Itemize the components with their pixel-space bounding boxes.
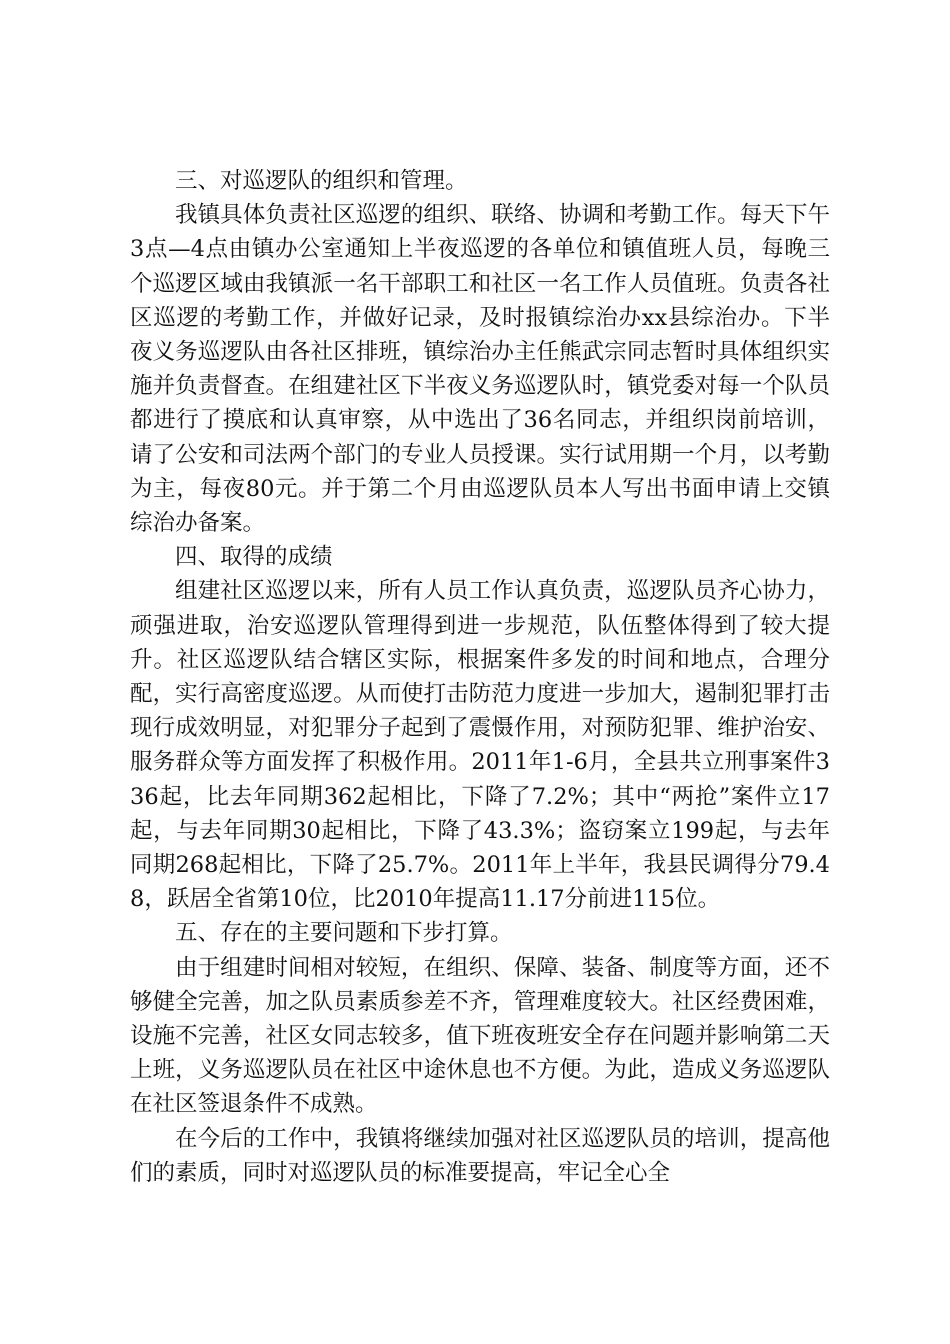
- section-heading-5: 五、存在的主要问题和下步打算。: [175, 920, 513, 947]
- section-heading-4: 四、取得的成绩: [175, 544, 333, 571]
- paragraph-achievements: 组建社区巡逻以来，所有人员工作认真负责，巡逻队员齐心协力，顽强进取，治安巡逻队管理得到进一步规范，队伍整体得到了较大提升。社区巡逻队结合辖区实际，根据案件多发的时间和地点，合理分配，实行高密度巡逻。从而使打击防范力度进一步加大，遏制犯罪打击现行成效明显，对犯罪分子起到了震慑作用，对预防犯罪、维护治安、服务群众等方面发挥了积极作用。2011年1-6月，全县共立刑事案件336起，比去年同期362起相比，下降了7.2%；其中“两抢”案件立17起，与去年同期30起相比，下降了43.3%；盗窃案立199起，与去年同期268起相比，下降了25.7%。2011年上半年，我县民调得分79.48，跃居全省第10位，比2010年提高11.17分前进115位。: [130, 578, 830, 913]
- section-heading-3: 三、对巡逻队的组织和管理。: [175, 168, 468, 194]
- paragraph-plans: 在今后的工作中，我镇将继续加强对社区巡逻队员的培训，提高他们的素质，同时对巡逻队员的标准要提高，牢记全心全: [130, 1125, 830, 1186]
- paragraph-problems: 由于组建时间相对较短，在组织、保障、装备、制度等方面，还不够健全完善，加之队员素质参差不齐，管理难度较大。社区经费困难，设施不完善，社区女同志较多，值下班夜班安全存在问题并影响第二天上班，义务巡逻队员在社区中途休息也不方便。为此，造成义务巡逻队在社区签退条件不成熟。: [130, 954, 830, 1118]
- paragraph-organization: 我镇具体负责社区巡逻的组织、联络、协调和考勤工作。每天下午3点—4点由镇办公室通知上半夜巡逻的各单位和镇值班人员，每晚三个巡逻区域由我镇派一名干部职工和社区一名工作人员值班。负责各社区巡逻的考勤工作，并做好记录，及时报镇综治办xx县综治办。下半夜义务巡逻队由各社区排班，镇综治办主任熊武宗同志暂时具体组织实施并负责督查。在组建社区下半夜义务巡逻队时，镇党委对每一个队员都进行了摸底和认真审察，从中选出了36名同志，并组织岗前培训，请了公安和司法两个部门的专业人员授课。实行试用期一个月，以考勤为主，每夜80元。并于第二个月由巡逻队员本人写出书面申请上交镇综治办备案。: [130, 202, 830, 537]
- document-body: [130, 164, 830, 1190]
